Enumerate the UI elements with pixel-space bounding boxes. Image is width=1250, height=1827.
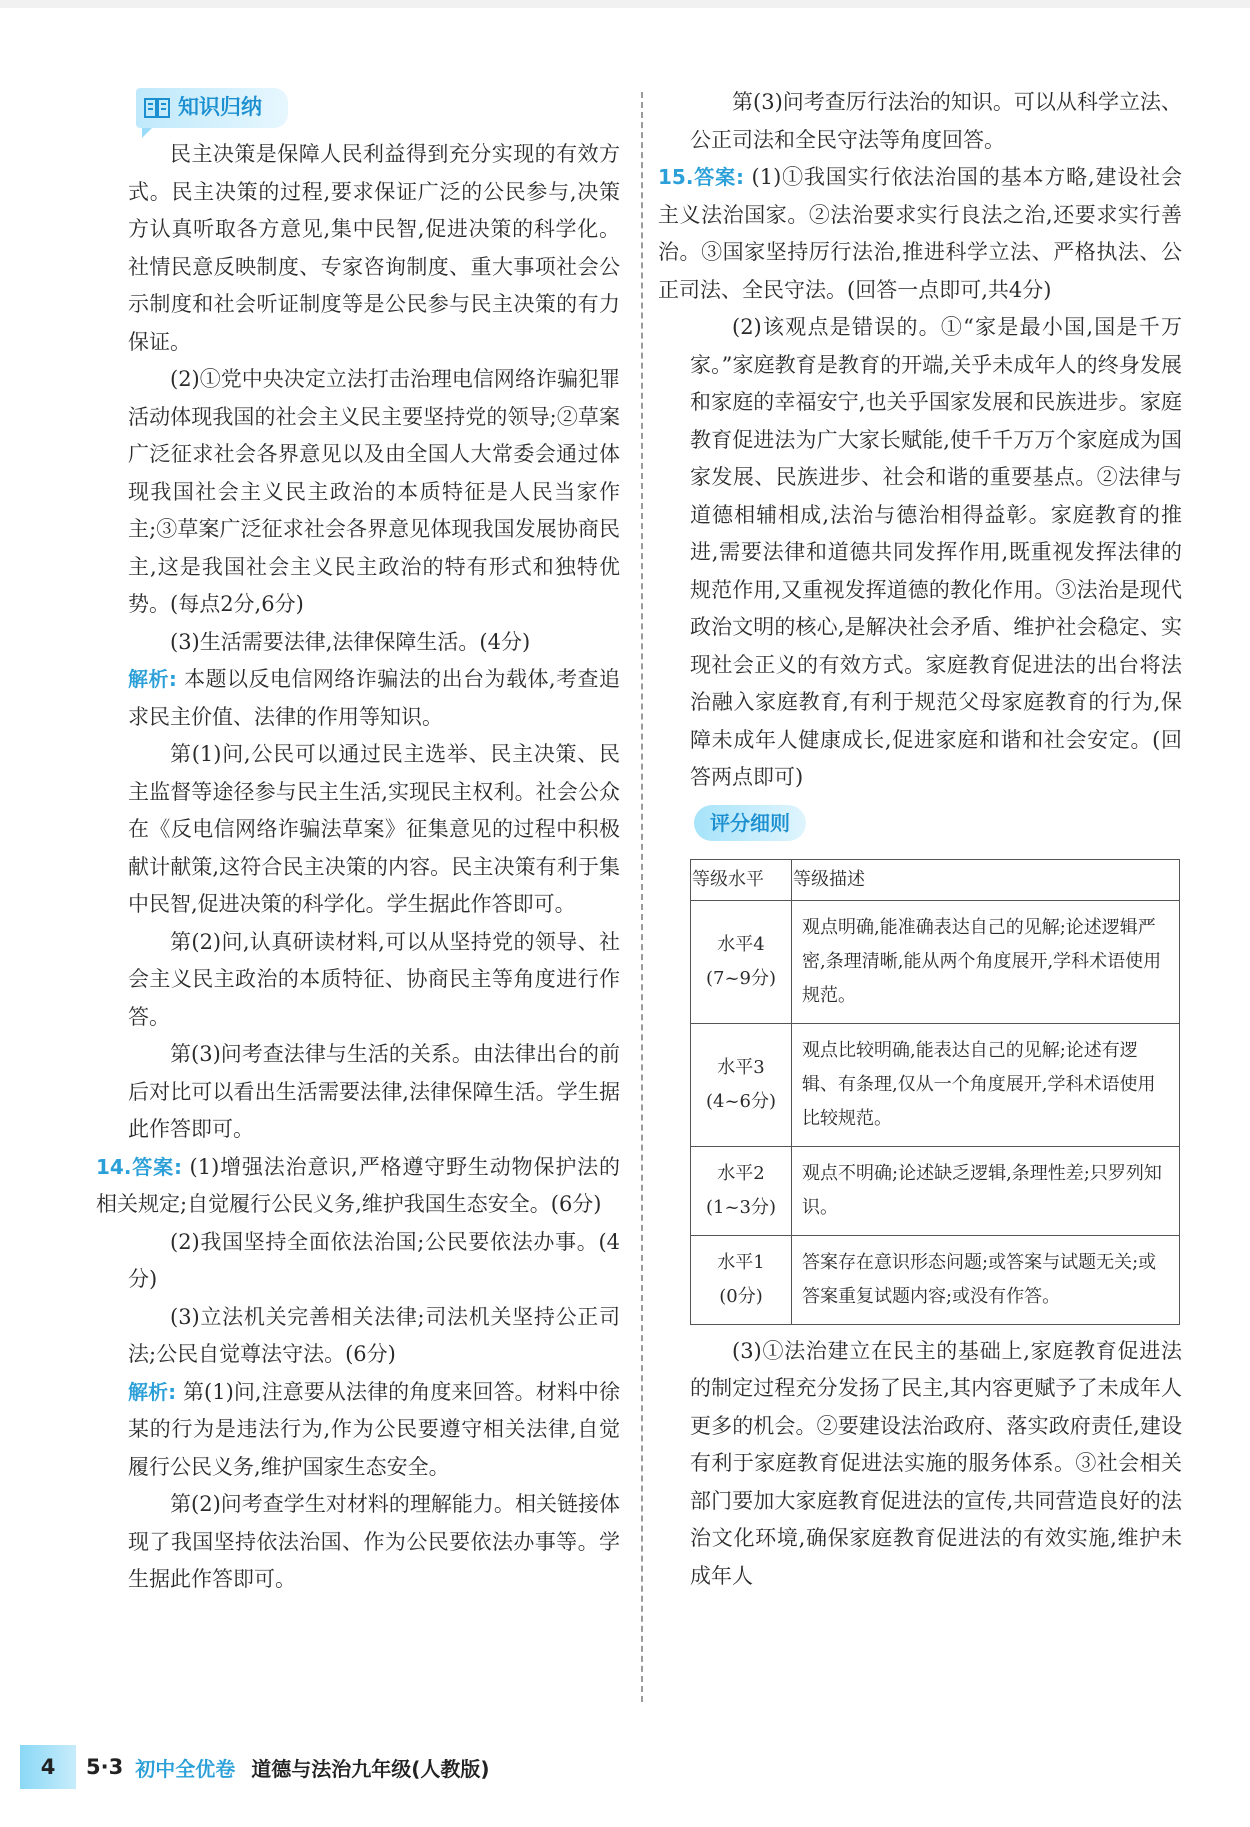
q13-analysis: 解析: 本题以反电信网络诈骗法的出台为载体,考查追求民主价值、法律的作用等知识。 <box>128 667 620 729</box>
rubric-row <box>691 1023 1180 1146</box>
column-divider <box>641 92 643 1702</box>
page-number: 4 <box>20 1745 76 1789</box>
rubric-row <box>691 1146 1180 1235</box>
brand-name: 5·3 <box>86 1755 124 1779</box>
page-footer <box>20 1745 489 1789</box>
answer-label: 答案: <box>131 1154 182 1179</box>
answer-label: 答案: <box>693 165 744 189</box>
subject-name: 道德与法治九年级(人教版) <box>251 1756 490 1781</box>
left-column <box>96 84 621 1599</box>
q14-answer-part3: (3)立法机关完善相关法律;司法机关坚持公正司法;公民自觉尊法守法。(6分) <box>128 1304 620 1366</box>
rubric-level: 水平3 (4~6分) <box>691 1023 792 1146</box>
rubric-level: 水平1 (0分) <box>691 1235 792 1324</box>
right-column <box>658 84 1183 1595</box>
rubric-row <box>691 1235 1180 1324</box>
analysis-label: 解析: <box>128 1379 177 1404</box>
q15-answer-part3: (3)①法治建立在民主的基础上,家庭教育促进法的制定过程充分发扬了民主,其内容更赋予了未成年人更多的机会。②要建设法治政府、落实政府责任,建设有利于家庭教育促进法实施的服务体系。③社会相关部门要加大家庭教育促进法的宣传,共同营造良好的法治文化环境,确保家庭教育促进法的有效实施,维护未成年人 <box>690 1338 1182 1588</box>
scoring-rubric-table <box>690 859 1180 1325</box>
q14-analysis-3: 第(3)问考查厉行法治的知识。可以从科学立法、公正司法和全民守法等角度回答。 <box>690 90 1182 152</box>
q15-answer: 15.答案: (1)①我国实行依法治国的基本方略,建设社会主义法治国家。②法治要求实行良法之治,还要求实行善治。③国家坚持厉行法治,推进科学立法、严格执法、公正司法、全民守法。(回答一点即可,共4分) <box>658 165 1183 302</box>
q15-answer-part2: (2)该观点是错误的。①“家是最小国,国是千万家。”家庭教育是教育的开端,关乎未成年人的终身发展和家庭的幸福安宁,也关乎国家发展和民族进步。家庭教育促进法为广大家长赋能,使千千万万个家庭成为国家发展、民族进步、社会和谐的重要基点。②法律与道德相辅相成,法治与德治相得益彰。家庭教育的推进,需要法律和道德共同发挥作用,既重视发挥法律的规范作用,又重视发挥道德的教化作用。③法治是现代政治文明的核心,是解决社会矛盾、维护社会稳定、实现社会正义的有效方式。家庭教育促进法的出台将法治融入家庭教育,有利于规范父母家庭教育的行为,保障未成年人健康成长,促进家庭和谐和社会安定。(回答两点即可) <box>690 315 1182 789</box>
rubric-row <box>691 900 1180 1023</box>
rubric-desc-header: 等级描述 <box>792 859 1180 900</box>
top-strip <box>0 0 1250 8</box>
rubric-level: 水平2 (1~3分) <box>691 1146 792 1235</box>
q14-analysis: 解析: 第(1)问,注意要从法律的角度来回答。材料中徐某的行为是违法行为,作为公民要遵守相关法律,自觉履行公民义务,维护国家生态安全。 <box>128 1379 621 1479</box>
rubric-desc: 观点明确,能准确表达自己的见解;论述逻辑严密,条理清晰,能从两个角度展开,学科术语使用规范。 <box>792 900 1180 1023</box>
knowledge-title: 知识归纳 <box>178 95 262 120</box>
q13-analysis-2: 第(2)问,认真研读材料,可以从坚持党的领导、社会主义民主政治的本质特征、协商民主等角度进行作答。 <box>128 929 620 1029</box>
q14-analysis-2: 第(2)问考查学生对材料的理解能力。相关链接体现了我国坚持依法治国、作为公民要依法办事等。学生据此作答即可。 <box>128 1492 620 1591</box>
question-number: 14. <box>96 1154 132 1179</box>
analysis-label: 解析: <box>128 667 177 691</box>
q14-answer: 14.答案: (1)增强法治意识,严格遵守野生动物保护法的相关规定;自觉履行公民义务,维护我国生态安全。(6分) <box>96 1154 621 1216</box>
scoring-badge: 评分细则 <box>694 805 806 841</box>
rubric-level-header: 等级水平 <box>691 859 792 900</box>
knowledge-badge <box>136 88 288 128</box>
rubric-desc: 观点不明确;论述缺乏逻辑,条理性差;只罗列知识。 <box>792 1146 1180 1235</box>
knowledge-text: 民主决策是保障人民利益得到充分实现的有效方式。民主决策的过程,要求保证广泛的公民参与,决策方认真听取各方意见,集中民智,促进决策的科学化。社情民意反映制度、专家咨询制度、重大事项社会公示制度和社会听证制度等是公民参与民主决策的有力保证。 <box>128 142 620 354</box>
question-number: 15. <box>658 165 694 189</box>
q14-answer-part2: (2)我国坚持全面依法治国;公民要依法办事。(4分) <box>128 1229 620 1291</box>
q13-analysis-1: 第(1)问,公民可以通过民主选举、民主决策、民主监督等途径参与民主生活,实现民主权利。社会公众在《反电信网络诈骗法草案》征集意见的过程中积极献计献策,这符合民主决策的内容。民主决策有利于集中民智,促进决策的科学化。学生据此作答即可。 <box>128 742 620 916</box>
rubric-header-row <box>691 859 1180 900</box>
series-name: 初中全优卷 <box>135 1756 236 1781</box>
q13-answer-part3: (3)生活需要法律,法律保障生活。(4分) <box>170 629 531 654</box>
rubric-level: 水平4 (7~9分) <box>691 900 792 1023</box>
rubric-desc: 答案存在意识形态问题;或答案与试题无关;或答案重复试题内容;或没有作答。 <box>792 1235 1180 1324</box>
rubric-desc: 观点比较明确,能表达自己的见解;论述有逻辑、有条理,仅从一个角度展开,学科术语使用比较规范。 <box>792 1023 1180 1146</box>
q13-answer-part2: (2)①党中央决定立法打击治理电信网络诈骗犯罪活动体现我国的社会主义民主要坚持党的领导;②草案广泛征求社会各界意见以及由全国人大常委会通过体现我国社会主义民主政治的本质特征是人民当家作主;③草案广泛征求社会各界意见体现我国发展协商民主,这是我国社会主义民主政治的特有形式和独特优势。(每点2分,6分) <box>128 367 620 616</box>
q13-analysis-3: 第(3)问考查法律与生活的关系。由法律出台的前后对比可以看出生活需要法律,法律保障生活。学生据此作答即可。 <box>128 1042 620 1141</box>
book-icon <box>144 96 170 120</box>
